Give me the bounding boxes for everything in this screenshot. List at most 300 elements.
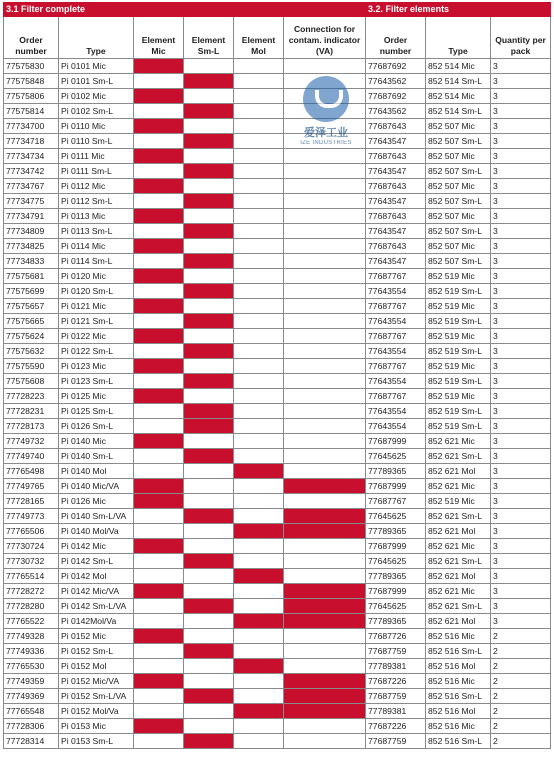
connection-va-cell xyxy=(284,434,366,449)
element-mol-cell xyxy=(234,329,284,344)
element-type-cell: 852 519 Mic xyxy=(426,359,491,374)
element-mic-cell xyxy=(134,419,184,434)
element-mic-cell xyxy=(134,104,184,119)
quantity-cell: 3 xyxy=(491,419,551,434)
table-row xyxy=(4,584,551,599)
table-row xyxy=(4,209,551,224)
element-mic-cell xyxy=(134,524,184,539)
table-row xyxy=(4,674,551,689)
order-number-cell: 77749369 xyxy=(4,689,59,704)
order-number-cell: 77749765 xyxy=(4,479,59,494)
table-row xyxy=(4,659,551,674)
connection-va-cell xyxy=(284,224,366,239)
watermark-cn: 爱泽工业 xyxy=(304,126,348,139)
element-type-cell: 852 516 Mic xyxy=(426,719,491,734)
element-order-number-cell: 77687767 xyxy=(366,494,426,509)
element-order-number-cell: 77687726 xyxy=(366,629,426,644)
element-mol-cell xyxy=(234,479,284,494)
quantity-cell: 3 xyxy=(491,314,551,329)
order-number-cell: 77575681 xyxy=(4,269,59,284)
table-row xyxy=(4,419,551,434)
type-cell: Pi 0152 Sm-L/VA xyxy=(59,689,134,704)
connection-va-cell xyxy=(284,719,366,734)
quantity-cell: 3 xyxy=(491,539,551,554)
element-mic-cell xyxy=(134,209,184,224)
table-row xyxy=(4,509,551,524)
table-row xyxy=(4,194,551,209)
order-number-cell: 77749740 xyxy=(4,449,59,464)
element-type-cell: 852 621 Mol xyxy=(426,569,491,584)
element-mol-cell xyxy=(234,374,284,389)
element-mol-cell xyxy=(234,404,284,419)
type-cell: Pi 0152 Mol xyxy=(59,659,134,674)
order-number-cell: 77734700 xyxy=(4,119,59,134)
element-mic-cell xyxy=(134,614,184,629)
connection-va-cell xyxy=(284,344,366,359)
element-order-number-cell: 77687226 xyxy=(366,719,426,734)
connection-va-cell xyxy=(284,464,366,479)
connection-va-cell xyxy=(284,284,366,299)
element-mol-cell xyxy=(234,269,284,284)
quantity-cell: 3 xyxy=(491,74,551,89)
element-sml-cell xyxy=(184,524,234,539)
element-type-cell: 852 516 Mol xyxy=(426,704,491,719)
element-mol-cell xyxy=(234,149,284,164)
connection-va-cell xyxy=(284,404,366,419)
connection-va-cell xyxy=(284,524,366,539)
element-mol-cell xyxy=(234,74,284,89)
table-row xyxy=(4,119,551,134)
element-order-number-cell: 77789365 xyxy=(366,614,426,629)
table-row xyxy=(4,59,551,74)
type-cell: Pi 0114 Sm-L xyxy=(59,254,134,269)
element-order-number-cell: 77687999 xyxy=(366,539,426,554)
element-sml-cell xyxy=(184,449,234,464)
connection-va-cell xyxy=(284,479,366,494)
element-order-number-cell: 77687643 xyxy=(366,209,426,224)
connection-va-cell xyxy=(284,449,366,464)
order-number-cell: 77728173 xyxy=(4,419,59,434)
connection-va-cell xyxy=(284,509,366,524)
element-type-cell: 852 621 Sm-L xyxy=(426,509,491,524)
element-mic-cell xyxy=(134,719,184,734)
element-mic-cell xyxy=(134,269,184,284)
element-type-cell: 852 507 Sm-L xyxy=(426,224,491,239)
connection-va-cell xyxy=(284,269,366,284)
element-mic-cell xyxy=(134,74,184,89)
quantity-cell: 3 xyxy=(491,449,551,464)
element-order-number-cell: 77687999 xyxy=(366,434,426,449)
element-mol-cell xyxy=(234,299,284,314)
type-cell: Pi 0121 Mic xyxy=(59,299,134,314)
connection-va-cell xyxy=(284,419,366,434)
header-element-mol: Element Mol xyxy=(234,17,284,59)
element-mic-cell xyxy=(134,389,184,404)
element-mol-cell xyxy=(234,464,284,479)
element-type-cell: 852 516 Sm-L xyxy=(426,644,491,659)
element-mic-cell xyxy=(134,359,184,374)
element-order-number-cell: 77687767 xyxy=(366,359,426,374)
connection-va-cell xyxy=(284,584,366,599)
filter-table xyxy=(3,2,551,749)
quantity-cell: 2 xyxy=(491,674,551,689)
element-mic-cell xyxy=(134,59,184,74)
element-mic-cell xyxy=(134,584,184,599)
quantity-cell: 2 xyxy=(491,704,551,719)
order-number-cell: 77734809 xyxy=(4,224,59,239)
element-mic-cell xyxy=(134,344,184,359)
element-order-number-cell: 77687692 xyxy=(366,89,426,104)
type-cell: Pi 0123 Sm-L xyxy=(59,374,134,389)
element-sml-cell xyxy=(184,674,234,689)
connection-va-cell xyxy=(284,329,366,344)
section-title-filter-elements: 3.2. Filter elements xyxy=(366,3,551,17)
element-mic-cell xyxy=(134,599,184,614)
table-row xyxy=(4,464,551,479)
order-number-cell: 77575608 xyxy=(4,374,59,389)
element-type-cell: 852 516 Sm-L xyxy=(426,689,491,704)
element-mol-cell xyxy=(234,359,284,374)
connection-va-cell xyxy=(284,554,366,569)
element-order-number-cell: 77687767 xyxy=(366,389,426,404)
element-mic-cell xyxy=(134,119,184,134)
type-cell: Pi 0121 Sm-L xyxy=(59,314,134,329)
type-cell: Pi 0122 Mic xyxy=(59,329,134,344)
table-row xyxy=(4,689,551,704)
connection-va-cell xyxy=(284,539,366,554)
element-order-number-cell: 77643547 xyxy=(366,224,426,239)
order-number-cell: 77575590 xyxy=(4,359,59,374)
order-number-cell: 77575848 xyxy=(4,74,59,89)
header-quantity: Quantity per pack xyxy=(491,17,551,59)
element-type-cell: 852 514 Sm-L xyxy=(426,74,491,89)
order-number-cell: 77728165 xyxy=(4,494,59,509)
element-order-number-cell: 77687767 xyxy=(366,299,426,314)
element-order-number-cell: 77687999 xyxy=(366,584,426,599)
element-sml-cell xyxy=(184,374,234,389)
table-row xyxy=(4,569,551,584)
table-row xyxy=(4,434,551,449)
quantity-cell: 3 xyxy=(491,119,551,134)
element-mic-cell xyxy=(134,449,184,464)
table-row xyxy=(4,719,551,734)
type-cell: Pi 0140 Mol xyxy=(59,464,134,479)
element-mol-cell xyxy=(234,314,284,329)
element-mic-cell xyxy=(134,464,184,479)
element-mol-cell xyxy=(234,629,284,644)
order-number-cell: 77734742 xyxy=(4,164,59,179)
connection-va-cell xyxy=(284,494,366,509)
quantity-cell: 3 xyxy=(491,149,551,164)
quantity-cell: 3 xyxy=(491,329,551,344)
type-cell: Pi 0140 Mol/Va xyxy=(59,524,134,539)
element-mic-cell xyxy=(134,629,184,644)
order-number-cell: 77734791 xyxy=(4,209,59,224)
element-mic-cell xyxy=(134,239,184,254)
element-type-cell: 852 519 Mic xyxy=(426,299,491,314)
quantity-cell: 3 xyxy=(491,209,551,224)
element-mol-cell xyxy=(234,719,284,734)
type-cell: Pi 0101 Mic xyxy=(59,59,134,74)
quantity-cell: 3 xyxy=(491,404,551,419)
type-cell: Pi 0142 Sm-L xyxy=(59,554,134,569)
connection-va-cell xyxy=(284,629,366,644)
connection-va-cell xyxy=(284,644,366,659)
element-sml-cell xyxy=(184,599,234,614)
connection-va-cell xyxy=(284,119,366,134)
element-mic-cell xyxy=(134,374,184,389)
type-cell: Pi 0140 Mic xyxy=(59,434,134,449)
order-number-cell: 77575632 xyxy=(4,344,59,359)
element-type-cell: 852 621 Sm-L xyxy=(426,554,491,569)
element-sml-cell xyxy=(184,314,234,329)
element-sml-cell xyxy=(184,464,234,479)
element-sml-cell xyxy=(184,539,234,554)
type-cell: Pi 0113 Sm-L xyxy=(59,224,134,239)
quantity-cell: 3 xyxy=(491,134,551,149)
quantity-cell: 3 xyxy=(491,284,551,299)
quantity-cell: 3 xyxy=(491,239,551,254)
table-row xyxy=(4,734,551,749)
table-row xyxy=(4,449,551,464)
element-mol-cell xyxy=(234,584,284,599)
element-sml-cell xyxy=(184,704,234,719)
connection-va-cell xyxy=(284,239,366,254)
element-type-cell: 852 519 Mic xyxy=(426,389,491,404)
type-cell: Pi 0140 Mic/VA xyxy=(59,479,134,494)
element-order-number-cell: 77687692 xyxy=(366,59,426,74)
header-element-sml: Element Sm-L xyxy=(184,17,234,59)
quantity-cell: 3 xyxy=(491,584,551,599)
element-sml-cell xyxy=(184,359,234,374)
type-cell: Pi 0112 Sm-L xyxy=(59,194,134,209)
type-cell: Pi 0142 Mol xyxy=(59,569,134,584)
order-number-cell: 77730732 xyxy=(4,554,59,569)
table-row xyxy=(4,314,551,329)
connection-va-cell xyxy=(284,179,366,194)
connection-va-cell xyxy=(284,149,366,164)
element-type-cell: 852 621 Sm-L xyxy=(426,449,491,464)
order-number-cell: 77575806 xyxy=(4,89,59,104)
element-mol-cell xyxy=(234,224,284,239)
element-order-number-cell: 77687759 xyxy=(366,644,426,659)
type-cell: Pi 0153 Mic xyxy=(59,719,134,734)
order-number-cell: 77734734 xyxy=(4,149,59,164)
table-row xyxy=(4,179,551,194)
element-mic-cell xyxy=(134,134,184,149)
type-cell: Pi 0152 Mol/Va xyxy=(59,704,134,719)
type-cell: Pi 0142 Mic xyxy=(59,539,134,554)
watermark-en: IZE INDUSTRIES xyxy=(300,140,352,146)
quantity-cell: 3 xyxy=(491,344,551,359)
element-order-number-cell: 77643554 xyxy=(366,314,426,329)
element-sml-cell xyxy=(184,344,234,359)
section-title-filter-complete: 3.1 Filter complete xyxy=(4,3,366,17)
quantity-cell: 3 xyxy=(491,164,551,179)
element-type-cell: 852 621 Mic xyxy=(426,584,491,599)
element-sml-cell xyxy=(184,389,234,404)
quantity-cell: 2 xyxy=(491,629,551,644)
table-row xyxy=(4,524,551,539)
quantity-cell: 3 xyxy=(491,614,551,629)
type-cell: Pi 0140 Sm-L/VA xyxy=(59,509,134,524)
element-mic-cell xyxy=(134,149,184,164)
quantity-cell: 3 xyxy=(491,269,551,284)
order-number-cell: 77765522 xyxy=(4,614,59,629)
element-mic-cell xyxy=(134,89,184,104)
element-sml-cell xyxy=(184,509,234,524)
element-mic-cell xyxy=(134,224,184,239)
connection-va-cell xyxy=(284,614,366,629)
quantity-cell: 2 xyxy=(491,659,551,674)
order-number-cell: 77575830 xyxy=(4,59,59,74)
connection-va-cell xyxy=(284,569,366,584)
quantity-cell: 2 xyxy=(491,734,551,749)
element-mic-cell xyxy=(134,704,184,719)
element-order-number-cell: 77643562 xyxy=(366,104,426,119)
element-mol-cell xyxy=(234,134,284,149)
element-mic-cell xyxy=(134,569,184,584)
element-mol-cell xyxy=(234,614,284,629)
element-type-cell: 852 519 Sm-L xyxy=(426,314,491,329)
element-type-cell: 852 514 Mic xyxy=(426,59,491,74)
element-order-number-cell: 77687643 xyxy=(366,119,426,134)
element-type-cell: 852 514 Mic xyxy=(426,89,491,104)
element-sml-cell xyxy=(184,269,234,284)
element-mol-cell xyxy=(234,119,284,134)
type-cell: Pi 0142 Sm-L/VA xyxy=(59,599,134,614)
element-type-cell: 852 519 Sm-L xyxy=(426,374,491,389)
connection-va-cell xyxy=(284,659,366,674)
quantity-cell: 3 xyxy=(491,224,551,239)
type-cell: Pi 0142Mol/Va xyxy=(59,614,134,629)
quantity-cell: 3 xyxy=(491,374,551,389)
connection-va-cell xyxy=(284,374,366,389)
element-sml-cell xyxy=(184,89,234,104)
element-type-cell: 852 621 Mol xyxy=(426,464,491,479)
element-mic-cell xyxy=(134,299,184,314)
connection-va-cell xyxy=(284,74,366,89)
type-cell: Pi 0152 Sm-L xyxy=(59,644,134,659)
element-mic-cell xyxy=(134,644,184,659)
connection-va-cell xyxy=(284,254,366,269)
element-mic-cell xyxy=(134,674,184,689)
connection-va-cell xyxy=(284,704,366,719)
connection-va-cell xyxy=(284,104,366,119)
element-type-cell: 852 507 Mic xyxy=(426,239,491,254)
connection-va-cell xyxy=(284,89,366,104)
element-sml-cell xyxy=(184,659,234,674)
element-mic-cell xyxy=(134,314,184,329)
quantity-cell: 3 xyxy=(491,389,551,404)
element-sml-cell xyxy=(184,209,234,224)
type-cell: Pi 0152 Mic/VA xyxy=(59,674,134,689)
element-type-cell: 852 516 Mic xyxy=(426,674,491,689)
element-order-number-cell: 77643554 xyxy=(366,284,426,299)
quantity-cell: 3 xyxy=(491,524,551,539)
element-order-number-cell: 77643547 xyxy=(366,254,426,269)
element-sml-cell xyxy=(184,104,234,119)
table-row xyxy=(4,539,551,554)
element-mic-cell xyxy=(134,689,184,704)
element-order-number-cell: 77687767 xyxy=(366,269,426,284)
order-number-cell: 77734767 xyxy=(4,179,59,194)
element-mol-cell xyxy=(234,734,284,749)
order-number-cell: 77728223 xyxy=(4,389,59,404)
connection-va-cell xyxy=(284,194,366,209)
table-row xyxy=(4,239,551,254)
element-sml-cell xyxy=(184,74,234,89)
element-sml-cell xyxy=(184,404,234,419)
table-row xyxy=(4,254,551,269)
element-order-number-cell: 77789381 xyxy=(366,659,426,674)
order-number-cell: 77749732 xyxy=(4,434,59,449)
table-row xyxy=(4,224,551,239)
element-type-cell: 852 519 Mic xyxy=(426,494,491,509)
header-element-mic: Element Mic xyxy=(134,17,184,59)
table-row xyxy=(4,629,551,644)
element-mic-cell xyxy=(134,479,184,494)
element-mol-cell xyxy=(234,164,284,179)
element-type-cell: 852 621 Mic xyxy=(426,539,491,554)
element-mol-cell xyxy=(234,89,284,104)
element-order-number-cell: 77687226 xyxy=(366,674,426,689)
order-number-cell: 77765498 xyxy=(4,464,59,479)
order-number-cell: 77765514 xyxy=(4,569,59,584)
element-order-number-cell: 77687999 xyxy=(366,479,426,494)
table-row xyxy=(4,704,551,719)
element-type-cell: 852 507 Mic xyxy=(426,119,491,134)
quantity-cell: 3 xyxy=(491,599,551,614)
element-mol-cell xyxy=(234,449,284,464)
element-mol-cell xyxy=(234,704,284,719)
element-mol-cell xyxy=(234,194,284,209)
type-cell: Pi 0152 Mic xyxy=(59,629,134,644)
quantity-cell: 3 xyxy=(491,554,551,569)
order-number-cell: 77728280 xyxy=(4,599,59,614)
element-order-number-cell: 77789381 xyxy=(366,704,426,719)
order-number-cell: 77749336 xyxy=(4,644,59,659)
element-order-number-cell: 77643547 xyxy=(366,134,426,149)
element-sml-cell xyxy=(184,719,234,734)
order-number-cell: 77575699 xyxy=(4,284,59,299)
table-body xyxy=(4,59,551,749)
element-sml-cell xyxy=(184,629,234,644)
element-order-number-cell: 77789365 xyxy=(366,464,426,479)
header-type: Type xyxy=(59,17,134,59)
element-type-cell: 852 507 Mic xyxy=(426,179,491,194)
element-order-number-cell: 77687759 xyxy=(366,689,426,704)
type-cell: Pi 0142 Mic/VA xyxy=(59,584,134,599)
element-type-cell: 852 519 Sm-L xyxy=(426,284,491,299)
element-order-number-cell: 77687643 xyxy=(366,179,426,194)
element-mol-cell xyxy=(234,659,284,674)
element-order-number-cell: 77643547 xyxy=(366,194,426,209)
order-number-cell: 77734825 xyxy=(4,239,59,254)
table-row xyxy=(4,599,551,614)
connection-va-cell xyxy=(284,359,366,374)
table-row xyxy=(4,614,551,629)
table-row xyxy=(4,644,551,659)
connection-va-cell xyxy=(284,599,366,614)
element-sml-cell xyxy=(184,254,234,269)
type-cell: Pi 0114 Mic xyxy=(59,239,134,254)
element-type-cell: 852 507 Sm-L xyxy=(426,194,491,209)
element-order-number-cell: 77687643 xyxy=(366,149,426,164)
quantity-cell: 3 xyxy=(491,509,551,524)
table-row xyxy=(4,344,551,359)
type-cell: Pi 0123 Mic xyxy=(59,359,134,374)
